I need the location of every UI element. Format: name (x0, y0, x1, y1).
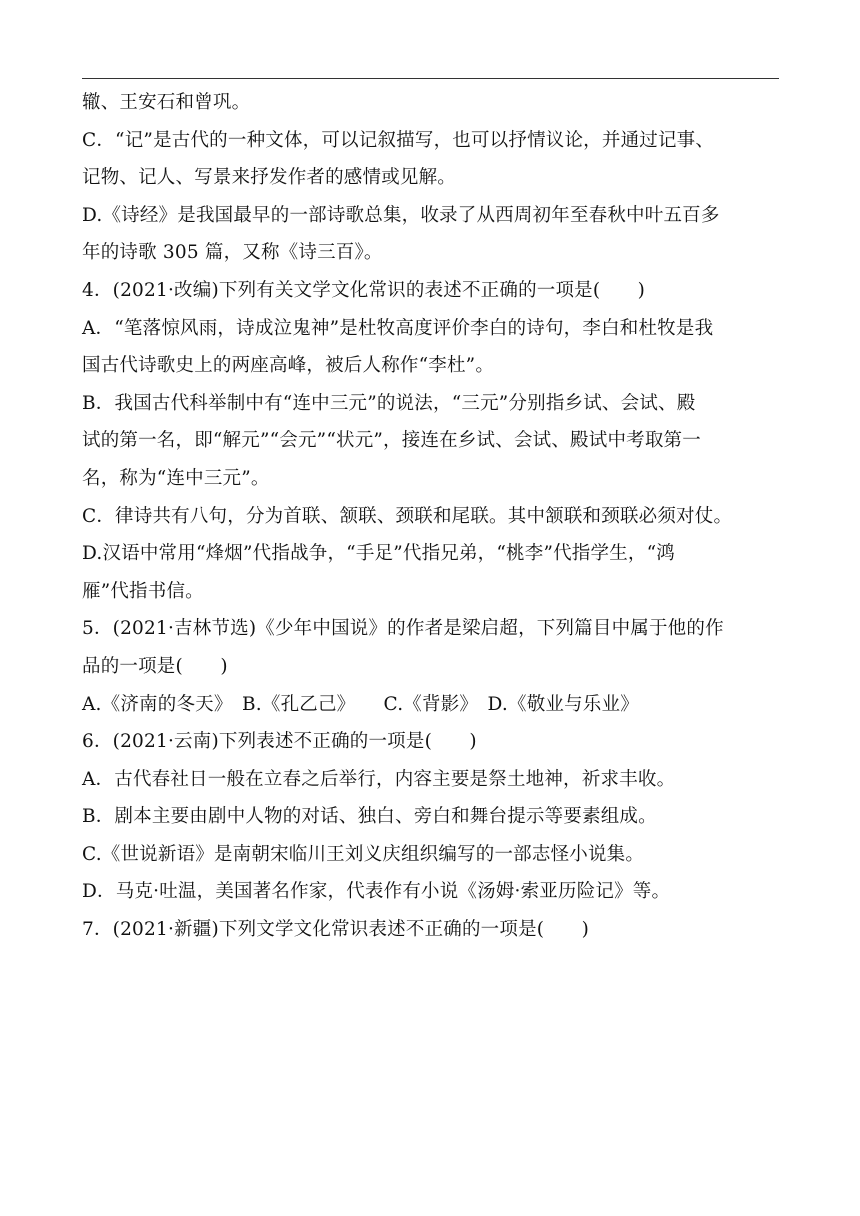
question-5-stem: 5．(2021·吉林节选)《少年中国说》的作者是梁启超，下列篇目中属于他的作 (82, 618, 724, 640)
header-rule (82, 78, 779, 79)
text-line: 品的一项是( ) (82, 655, 228, 677)
text-line: D.《诗经》是我国最早的一部诗歌总集，收录了从西周初年至春秋中叶五百多 (82, 204, 720, 226)
question-5-options: A.《济南的冬天》 B.《孔乙己》 C.《背影》 D.《敬业与乐业》 (82, 693, 639, 715)
text-line: 试的第一名，即“解元”“会元”“状元”，接连在乡试、会试、殿试中考取第一 (82, 430, 701, 452)
text-line: 辙、王安石和曾巩。 (82, 92, 251, 113)
question-6-stem: 6．(2021·云南)下列表述不正确的一项是( ) (82, 731, 477, 753)
text-line: C．律诗共有八句，分为首联、颔联、颈联和尾联。其中颔联和颈联必须对仗。 (82, 505, 733, 527)
question-text-block (82, 84, 782, 949)
text-line: C.《世说新语》是南朝宋临川王刘义庆组织编写的一部志怪小说集。 (82, 843, 645, 865)
text-line: D.汉语中常用“烽烟”代指战争，“手足”代指兄弟，“桃李”代指学生，“鸿 (82, 543, 675, 565)
text-line: C．“记”是古代的一种文体，可以记叙描写，也可以抒情议论，并通过记事、 (82, 129, 715, 151)
text-line: 年的诗歌 305 篇，又称《诗三百》。 (82, 242, 383, 264)
text-line: 记物、记人、写景来抒发作者的感情或见解。 (82, 167, 457, 189)
text-line: A．“笔落惊风雨，诗成泣鬼神”是杜牧高度评价李白的诗句，李白和杜牧是我 (82, 317, 714, 339)
text-line: B．我国古代科举制中有“连中三元”的说法，“三元”分别指乡试、会试、殿 (82, 392, 696, 414)
text-line: D．马克·吐温，美国著名作家，代表作有小说《汤姆·索亚历险记》等。 (82, 881, 671, 903)
text-line: 雁”代指书信。 (82, 580, 204, 602)
text-line: B．剧本主要由剧中人物的对话、独白、旁白和舞台提示等要素组成。 (82, 806, 657, 828)
text-line: 国古代诗歌史上的两座高峰，被后人称作“李杜”。 (82, 355, 495, 377)
question-7-stem: 7．(2021·新疆)下列文学文化常识表述不正确的一项是( ) (82, 919, 590, 941)
text-line: A．古代春社日一般在立春之后举行，内容主要是祭土地神，祈求丰收。 (82, 768, 676, 790)
question-4-stem: 4．(2021·改编)下列有关文学文化常识的表述不正确的一项是( ) (82, 279, 646, 301)
text-line: 名，称为“连中三元”。 (82, 467, 270, 489)
